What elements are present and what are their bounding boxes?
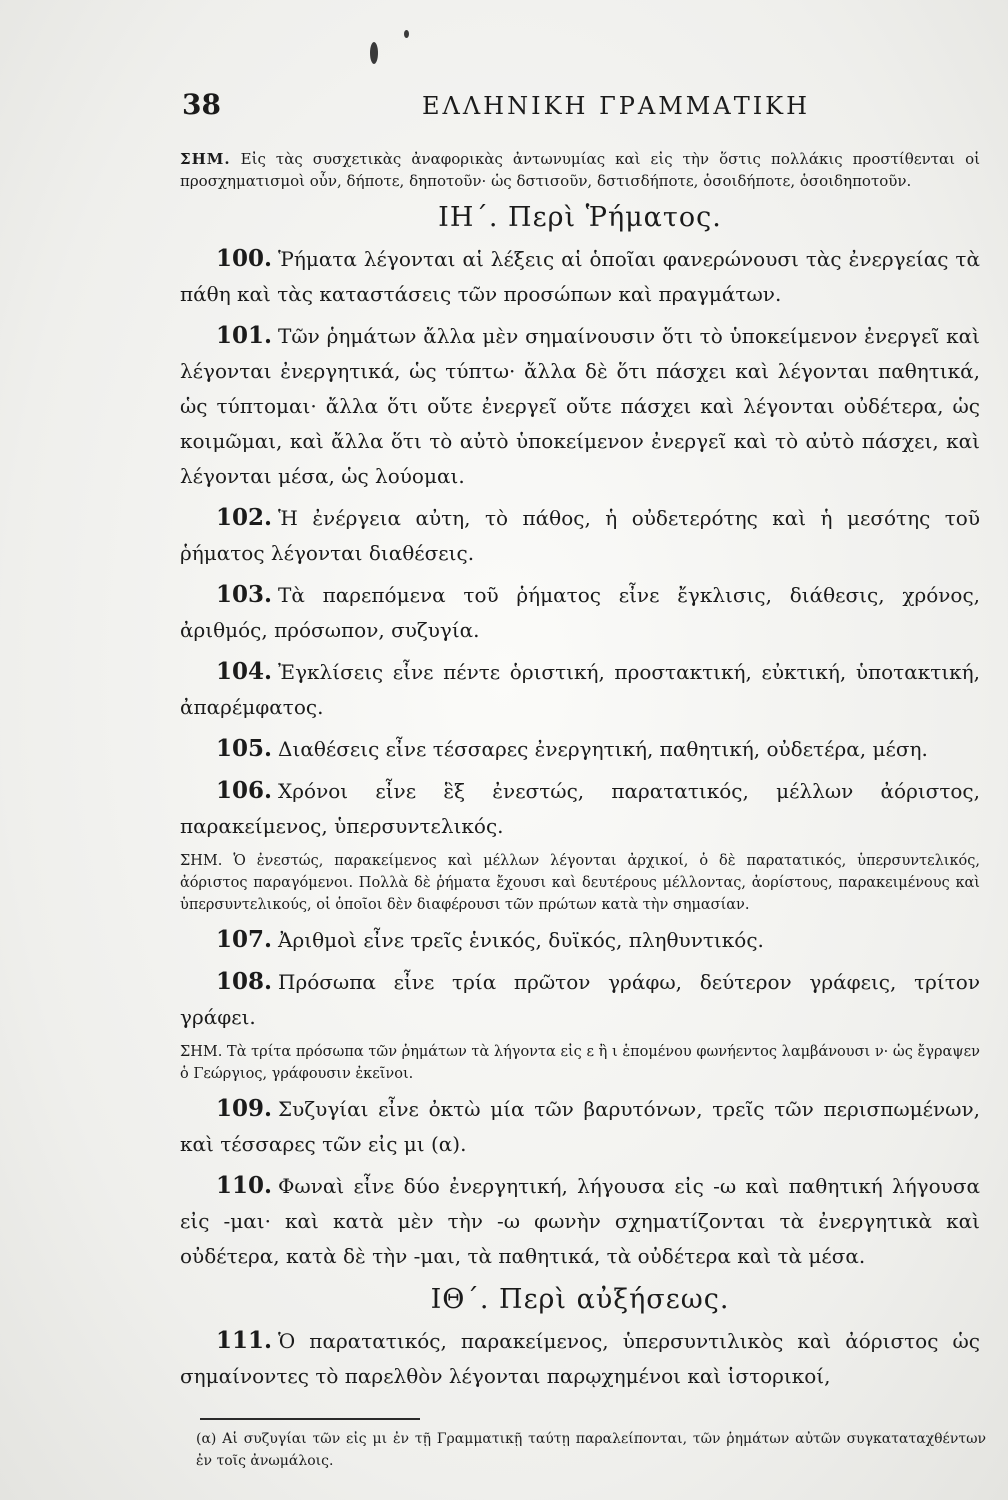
page-header — [182, 88, 972, 128]
paragraph-102 — [180, 500, 980, 571]
paragraph-number: 105. — [216, 735, 273, 762]
note-label: ΣΗΜ. — [180, 1044, 223, 1060]
paragraph-number: 102. — [216, 504, 273, 531]
note-intro — [180, 148, 980, 192]
paragraph-number: 100. — [216, 245, 273, 272]
footnote-text: Αἱ συζυγίαι τῶν εἰς μι ἐν τῇ Γραμματικῇ ταύτῃ παραλείπονται, τῶν ῥημάτων αὐτῶν συγκαταταχθέντων ἐν τοῖς ἀνωμάλοις. — [196, 1431, 986, 1469]
ink-blot — [370, 42, 378, 64]
paragraph-104 — [180, 654, 980, 725]
paragraph-text: Ἐγκλίσεις εἶνε πέντε ὁριστική, προστακτική, εὐκτική, ὑποτακτική, ἀπαρέμφατος. — [180, 660, 980, 719]
paragraph-109 — [180, 1091, 980, 1162]
paragraph-number: 101. — [216, 322, 273, 349]
paragraph-107 — [180, 922, 980, 958]
paragraph-text: Ἀριθμοὶ εἶνε τρεῖς ἑνικός, δυϊκός, πληθυντικός. — [278, 928, 764, 952]
paragraph-105 — [180, 731, 980, 767]
note-text: Ὁ ἐνεστώς, παρακείμενος καὶ μέλλων λέγονται ἀρχικοί, ὁ δὲ παρατατικός, ὑπερσυντελικός, ἀόριστος παραγόμενοι. Πολλὰ δὲ ῥήματα ἔχουσι καὶ δευτέρους μέλλοντας, ἀορίστους, παρακειμένους καὶ ὑπερσυντελικούς, οἱ ὁποῖοι δὲν διαφέρουσι τῶν πρώτων κατὰ τὴν σημασίαν. — [180, 853, 981, 913]
note-text: Τὰ τρίτα πρόσωπα τῶν ῥημάτων τὰ λήγοντα εἰς ε ἢ ι ἑπομένου φωνήεντος λαμβάνουσι ν· ὡς ἔγραψεν ὁ Γεώργιος, γράφουσιν ἐκεῖνοι. — [180, 1044, 980, 1082]
paragraph-number: 107. — [216, 926, 273, 953]
paragraph-text: Τῶν ῥημάτων ἄλλα μὲν σημαίνουσιν ὅτι τὸ ὑποκείμενον ἐνεργεῖ καὶ λέγονται ἐνεργητικά, ὡς τύπτω· ἄλλα δὲ ὅτι πάσχει καὶ λέγονται παθητικά, ὡς τύπτομαι· ἄλλα ὅτι οὔτε ἐνεργεῖ οὔτε πάσχει καὶ λέγονται οὐδέτερα, ὡς κοιμῶμαι, καὶ ἄλλα ὅτι τὸ αὐτὸ ὑποκείμενον ἐνεργεῖ καὶ τὸ αὐτὸ πάσχει, καὶ λέγονται μέσα, ὡς λούομαι. — [180, 324, 980, 488]
note-text: Εἰς τὰς συσχετικὰς ἀναφορικὰς ἀντωνυμίας καὶ εἰς τὴν ὅστις πολλάκις προστίθενται οἱ προσχηματισμοὶ οὖν, δήποτε, δηποτοῦν· ὡς δστισοῦν, δστισδήποτε, ὁσοιδήποτε, ὁσοιδηποτοῦν. — [180, 150, 980, 190]
paragraph-number: 104. — [216, 658, 273, 685]
page-number: 38 — [182, 88, 221, 121]
paragraph-106 — [180, 773, 980, 844]
paragraph-number: 108. — [216, 968, 273, 995]
paragraph-text: Συζυγίαι εἶνε ὀκτὼ μία τῶν βαρυτόνων, τρεῖς τῶν περισπωμένων, καὶ τέσσαρες τῶν εἰς μι (α). — [180, 1097, 980, 1156]
paragraph-text: Τὰ παρεπόμενα τοῦ ῥήματος εἶνε ἔγκλισις, διάθεσις, χρόνος, ἀριθμός, πρόσωπον, συζυγία. — [180, 583, 980, 642]
paragraph-text: Χρόνοι εἶνε ἓξ ἐνεστώς, παρατατικός, μέλλων ἀόριστος, παρακείμενος, ὑπερσυντελικός. — [180, 779, 980, 838]
footnote-marker: (α) — [196, 1431, 217, 1447]
paragraph-text: Πρόσωπα εἶνε τρία πρῶτον γράφω, δεύτερον γράφεις, τρίτον γράφει. — [180, 970, 980, 1029]
footnote — [196, 1428, 986, 1472]
paragraph-100 — [180, 241, 980, 312]
paragraph-number: 111. — [216, 1327, 273, 1354]
paragraph-number: 103. — [216, 581, 273, 608]
paragraph-108 — [180, 964, 980, 1035]
paragraph-text: Ῥήματα λέγονται αἱ λέξεις αἱ ὁποῖαι φανερώνουσι τὰς ἐνεργείας τὰ πάθη καὶ τὰς καταστάσεις τῶν προσώπων καὶ πραγμάτων. — [180, 247, 980, 306]
section-heading-augment: ΙΘ΄. Περὶ αὐξήσεως. — [430, 1284, 730, 1315]
paragraph-text: Ὁ παρατατικός, παρακείμενος, ὑπερσυντιλικὸς καὶ ἀόριστος ὡς σημαίνοντες τὸ παρελθὸν λέγονται παρῳχημένοι καὶ ἱστορικοί, — [180, 1329, 980, 1388]
paragraph-110 — [180, 1168, 980, 1274]
footnote-divider — [200, 1418, 420, 1420]
running-head: ΕΛΛΗΝΙΚΗ ΓΡΑΜΜΑΤΙΚΗ — [422, 92, 811, 120]
section-heading-verb: ΙΗ΄. Περὶ Ῥήματος. — [438, 202, 722, 233]
page-body — [180, 148, 980, 1400]
ink-speck — [404, 30, 409, 38]
paragraph-101 — [180, 318, 980, 494]
paragraph-number: 109. — [216, 1095, 273, 1122]
paragraph-number: 110. — [216, 1172, 273, 1199]
note-label: ΣΗΜ. — [180, 150, 231, 168]
paragraph-text: Ἡ ἐνέργεια αὐτη, τὸ πάθος, ἡ οὐδετερότης καὶ ἡ μεσότης τοῦ ῥήματος λέγονται διαθέσεις. — [180, 506, 980, 565]
paragraph-text: Διαθέσεις εἶνε τέσσαρες ἐνεργητική, παθητική, οὐδετέρα, μέση. — [278, 737, 928, 761]
paragraph-number: 106. — [216, 777, 273, 804]
paragraph-103 — [180, 577, 980, 648]
note-tenses — [180, 850, 980, 916]
note-label: ΣΗΜ. — [180, 853, 223, 869]
paragraph-text: Φωναὶ εἶνε δύο ἐνεργητική, λήγουσα εἰς -ω καὶ παθητική λήγουσα εἰς -μαι· καὶ κατὰ μὲν τὴν -ω φωνὴν σχηματίζονται τὰ ἐνεργητικὰ καὶ οὐδέτερα, κατὰ δὲ τὴν -μαι, τὰ παθητικά, τὰ οὐδέτερα καὶ τὰ μέσα. — [180, 1174, 980, 1268]
note-persons — [180, 1041, 980, 1085]
paragraph-111 — [180, 1323, 980, 1394]
